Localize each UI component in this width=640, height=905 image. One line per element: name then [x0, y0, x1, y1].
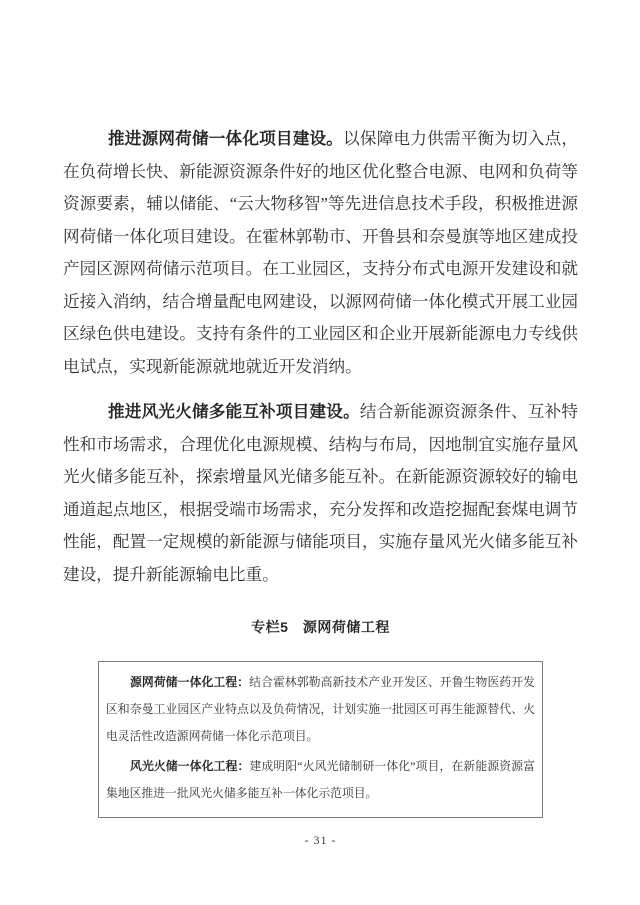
- box-item-body: 结合霍林郭勒高新技术产业开发区、开鲁生物医药开发区和奈曼工业园区产业特点以及负荷情况，计划实施一批园区可再生能源替代、火电灵活性改造源网荷储一体化示范项目。: [106, 675, 535, 743]
- paragraph-body: 结合新能源资源条件、互补特性和市场需求，合理优化电源规模、结构与布局，因地制宜实施存量风光火储多能互补，探索增量风光储多能互补。在新能源资源较好的输电通道起点地区，根据受端市场需求，充分发挥和改造挖掘配套煤电调节性能，配置一定规模的新能源与储能项目，实施存量风光火储多能互补建设，提升新能源输电比重。: [63, 402, 579, 584]
- paragraph-wind-solar-fire-storage: [63, 396, 578, 591]
- paragraph-source-grid-load-storage: [63, 123, 578, 383]
- paragraph-lead: 推进风光火储多能互补项目建设。: [108, 402, 360, 421]
- box-item-lead: 风光火储一体化工程：: [130, 759, 250, 773]
- box-item-body: 建成明阳“火风光储制研一体化”项目，在新能源资源富集地区推进一批风光火储多能互补一体化示范项目。: [106, 759, 535, 800]
- column-box: [98, 661, 543, 818]
- paragraph-body: 以保障电力供需平衡为切入点，在负荷增长快、新能源资源条件好的地区优化整合电源、电网和负荷等资源要素，辅以储能、“云大物移智”等先进信息技术手段，积极推进源网荷储一体化项目建设。在霍林郭勒市、开鲁县和奈曼旗等地区建成投产园区源网荷储示范项目。在工业园区，支持分布式电源开发建设和就近接入消纳，结合增量配电网建设，以源网荷储一体化模式开展工业园区绿色供电建设。支持有条件的工业园区和企业开展新能源电力专线供电试点，实现新能源就地就近开发消纳。: [63, 129, 579, 376]
- box-item-lead: 源网荷储一体化工程：: [130, 675, 250, 689]
- paragraph-lead: 推进源网荷储一体化项目建设。: [108, 129, 344, 148]
- column-box-title: 专栏5 源网荷储工程: [251, 619, 390, 635]
- box-item-source-grid: [106, 669, 535, 750]
- page-number: - 31 -: [304, 833, 337, 847]
- box-item-wind-solar: [106, 753, 535, 807]
